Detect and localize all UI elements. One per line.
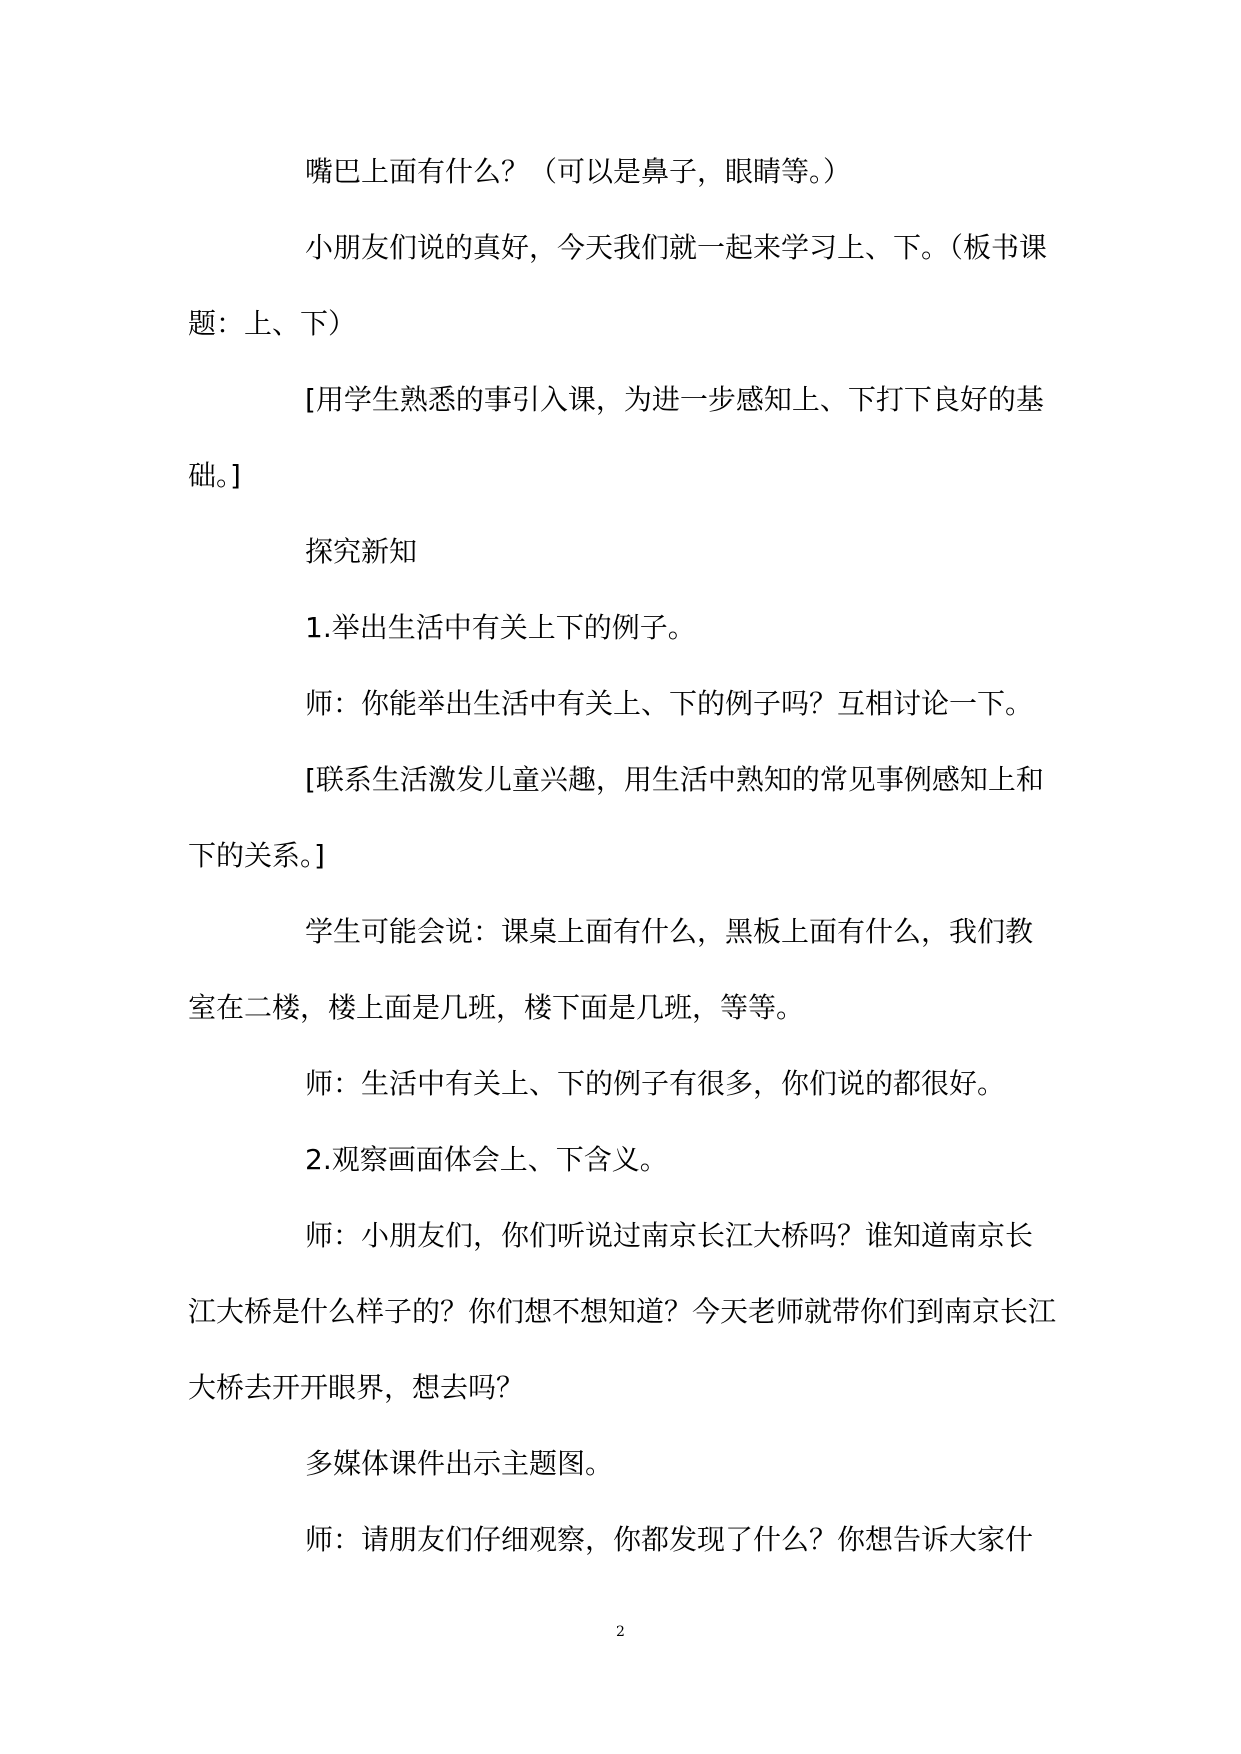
paragraph-lesson-topic: 小朋友们说的真好，今天我们就一起来学习上、下。（板书课题：上、下）: [188, 231, 1048, 340]
paragraph-note-intro: [用学生熟悉的事引入课，为进一步感知上、下打下良好的基础。]: [188, 383, 1044, 492]
page-number: 2: [616, 1624, 625, 1640]
paragraph-multimedia: 多媒体课件出示主题图。: [305, 1447, 614, 1480]
paragraph-note-life: [联系生活激发儿童兴趣，用生活中熟知的常见事例感知上和下的关系。]: [188, 763, 1044, 872]
paragraph-teacher-observe: 师：请朋友们仔细观察，你都发现了什么？你想告诉大家什: [305, 1523, 1034, 1556]
paragraph-teacher-question-1: 师：你能举出生活中有关上、下的例子吗？互相讨论一下。: [305, 687, 1034, 720]
section-heading-explore: 探究新知: [305, 535, 418, 568]
paragraph-step-2: 2.观察画面体会上、下含义。: [305, 1143, 668, 1176]
paragraph-teacher-praise: 师：生活中有关上、下的例子有很多，你们说的都很好。: [305, 1067, 1006, 1100]
paragraph-student-answers: 学生可能会说：课桌上面有什么，黑板上面有什么，我们教室在二楼，楼上面是几班，楼下面是几班，等等。: [188, 915, 1034, 1024]
paragraph-teacher-bridge: 师：小朋友们，你们听说过南京长江大桥吗？谁知道南京长江大桥是什么样子的？你们想不想知道？今天老师就带你们到南京长江大桥去开开眼界，想去吗？: [188, 1219, 1057, 1404]
paragraph-step-1: 1.举出生活中有关上下的例子。: [305, 611, 696, 644]
paragraph-intro-question: 嘴巴上面有什么？（可以是鼻子，眼睛等。）: [305, 155, 852, 188]
